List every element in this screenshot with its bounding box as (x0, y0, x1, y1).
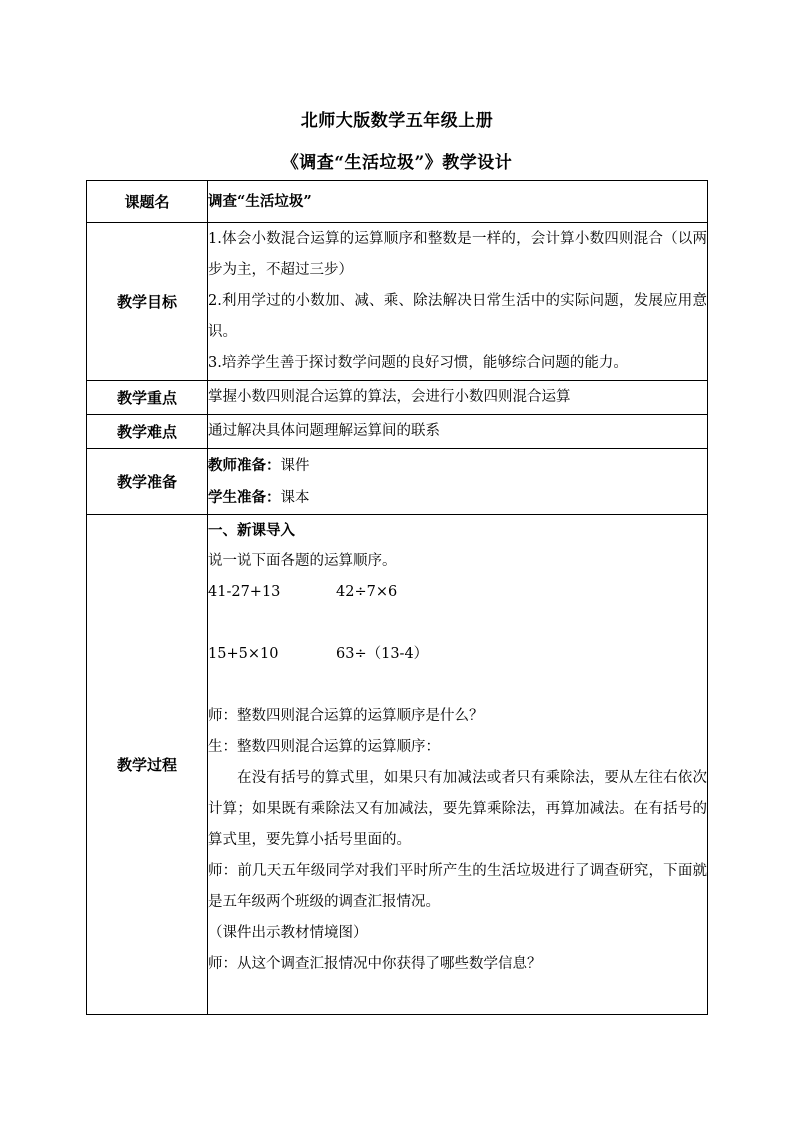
teacher-prep-value: 课件 (280, 457, 310, 474)
expression: 42÷7×6 (336, 584, 398, 600)
label-preparation: 教学准备 (87, 449, 208, 515)
expression: 41-27+13 (208, 584, 281, 600)
student-prep-value: 课本 (280, 489, 310, 506)
row-process (87, 515, 708, 1015)
row-difficulties (87, 415, 708, 449)
document-title: 北师大版数学五年级上册 (300, 111, 494, 131)
lesson-plan-table (86, 180, 708, 1015)
row-preparation (87, 449, 708, 515)
expression: 15+5×10 (208, 646, 279, 662)
row-objectives (87, 223, 708, 381)
value-difficulties: 通过解决具体问题理解运算间的联系 (208, 415, 708, 449)
objective-item: 1.体会小数混合运算的运算顺序和整数是一样的，会计算小数四则混合（以两步为主，不超过三步） (208, 231, 707, 278)
expression-row (208, 577, 707, 608)
courseware-note: （课件出示教材情境图） (208, 925, 368, 941)
row-key-points (87, 381, 708, 415)
teacher-statement: 师：前几天五年级同学对我们平时所产生的生活垃圾进行了调查研究，下面就是五年级两个班级的调查汇报情况。 (208, 863, 707, 910)
intro-text: 说一说下面各题的运算顺序。 (208, 553, 397, 569)
value-preparation (208, 449, 708, 515)
row-topic (87, 181, 708, 223)
teacher-prep-label: 教师准备： (208, 456, 281, 474)
value-process (208, 515, 708, 1015)
label-process: 教学过程 (87, 515, 208, 1015)
label-difficulties: 教学难点 (87, 415, 208, 449)
student-prep-label: 学生准备： (208, 488, 281, 506)
document-subtitle: 《调查“生活垃圾”》教学设计 (281, 153, 513, 173)
objective-item: 3.培养学生善于探讨数学问题的良好习惯，能够综合问题的能力。 (208, 355, 628, 371)
objective-item: 2.利用学过的小数加、减、乘、除法解决日常生活中的实际问题，发展应用意识。 (208, 293, 707, 340)
label-objectives: 教学目标 (87, 223, 208, 381)
explanation-text: 在没有括号的算式里，如果只有加减法或者只有乘除法，要从左往右依次计算；如果既有乘除法又有加减法，要先算乘除法，再算加减法。在有括号的算式里，要先算小括号里面的。 (208, 770, 707, 848)
label-key-points: 教学重点 (87, 381, 208, 415)
teacher-question: 师：整数四则混合运算的运算顺序是什么？ (208, 708, 484, 724)
value-topic: 调查“生活垃圾” (208, 181, 708, 223)
label-topic: 课题名 (87, 181, 208, 223)
value-objectives (208, 223, 708, 381)
section-heading: 一、新课导入 (208, 522, 295, 539)
teacher-question: 师：从这个调查汇报情况中你获得了哪些数学信息？ (208, 956, 542, 972)
expression: 63÷（13-4） (336, 646, 429, 662)
student-answer: 生：整数四则混合运算的运算顺序： (208, 739, 440, 755)
value-key-points: 掌握小数四则混合运算的算法，会进行小数四则混合运算 (208, 381, 708, 415)
expression-row (208, 639, 707, 670)
